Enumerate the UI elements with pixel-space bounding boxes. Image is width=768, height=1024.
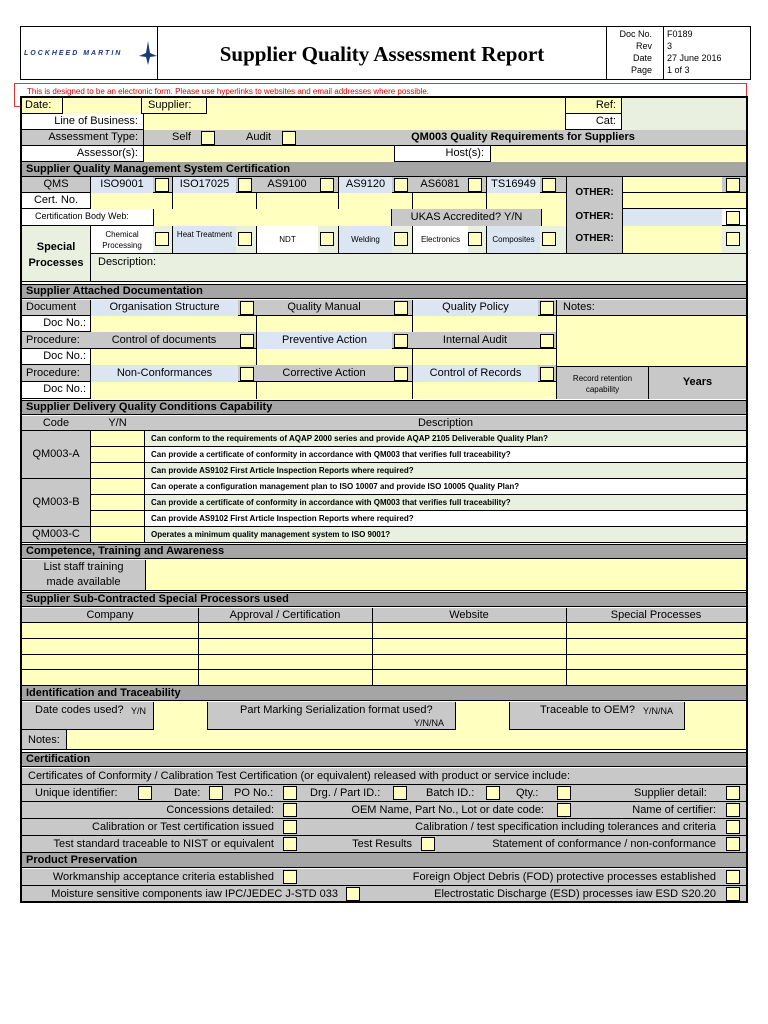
quality-manual-checkbox[interactable] <box>394 301 408 315</box>
col-website: Website <box>449 610 489 621</box>
cert-no-field-4[interactable] <box>338 193 412 209</box>
qm003-title: QM003 Quality Requirements for Suppliers <box>411 132 635 143</box>
audit-label: Audit <box>246 132 272 143</box>
docno-field-2c[interactable] <box>412 349 556 365</box>
cert-iso9001: ISO9001 <box>90 177 153 193</box>
workmanship-checkbox[interactable] <box>283 870 297 884</box>
doc-organisation-structure: Organisation Structure <box>90 300 238 316</box>
calibration-spec-label: Calibration / test specification including tolerances and criteria <box>415 822 716 833</box>
cert-no-field-6[interactable] <box>486 193 566 209</box>
page-label: Page <box>630 66 652 75</box>
proc-corrective-action: Corrective Action <box>282 368 366 379</box>
cert-as6081: AS6081 <box>420 179 460 190</box>
doc-no-label: Doc No. <box>619 30 652 39</box>
esd-checkbox[interactable] <box>726 887 740 901</box>
cert-body-web-label: Certification Body Web: <box>35 212 129 221</box>
fod-checkbox[interactable] <box>726 870 740 884</box>
workmanship-label: Workmanship acceptance criteria established <box>52 872 274 883</box>
org-structure-checkbox[interactable] <box>240 301 254 315</box>
test-standard-label: Test standard traceable to NIST or equivalent <box>53 839 274 850</box>
procedure-label-2: Procedure: <box>26 368 80 379</box>
statement-conformance-label: Statement of conformance / non-conformance <box>492 839 716 850</box>
docno-label-3: Doc No.: <box>43 384 86 395</box>
unique-identifier-checkbox[interactable] <box>138 786 152 800</box>
sad-section-title: Supplier Attached Documentation <box>26 286 203 297</box>
iso9001-checkbox[interactable] <box>155 178 169 192</box>
corrective-action-checkbox[interactable] <box>394 367 408 381</box>
cert-no-field-1[interactable] <box>90 193 172 209</box>
cat-label: Cat: <box>595 116 616 127</box>
preventive-action-checkbox[interactable] <box>394 334 408 348</box>
assessment-type-label: Assessment Type: <box>48 132 138 143</box>
cert-section-title: Certification <box>26 754 91 765</box>
hosts-field[interactable] <box>490 146 746 162</box>
test-standard-checkbox[interactable] <box>283 837 297 851</box>
sdq-section-title: Supplier Delivery Quality Conditions Capability <box>26 402 273 413</box>
date-value: 27 June 2016 <box>667 54 722 63</box>
qty-label: Qty.: <box>516 788 539 799</box>
staff-training-label-2: made available <box>46 577 121 588</box>
document-label: Document <box>26 302 77 313</box>
page-value: 1 of 3 <box>667 66 690 75</box>
yn-field-1[interactable] <box>90 431 145 447</box>
cert-no-field-2[interactable] <box>172 193 256 209</box>
date-label: Date <box>632 54 652 63</box>
yn-field-3[interactable] <box>90 463 145 479</box>
cert-no-field-5[interactable] <box>412 193 486 209</box>
other-checkbox-1[interactable] <box>726 178 740 192</box>
oem-name-label: OEM Name, Part No., Lot or date code: <box>351 805 544 816</box>
proc-non-conformances: Non-Conformances <box>90 365 238 382</box>
sdq-item-3: Can provide AS9102 First Article Inspection Reports where required? <box>145 463 746 479</box>
traceable-oem-label: Traceable to OEM? <box>540 705 635 716</box>
sdq-item-1: Can conform to the requirements of AQAP 2000 series and provide AQAP 2105 Deliverable Quality Plan? <box>145 431 746 447</box>
unique-identifier-label: Unique identifier: <box>35 788 118 799</box>
proc-internal-audit: Internal Audit <box>442 335 508 346</box>
po-no-checkbox[interactable] <box>283 786 297 800</box>
traceable-oem-field[interactable] <box>684 702 746 730</box>
supplier-detail-label: Supplier detail: <box>634 788 707 799</box>
electronic-form-notice: This is designed to be an electronic form. Please use hyperlinks to websites and email addresses where possible. <box>27 88 429 96</box>
yn-field-5[interactable] <box>90 495 145 511</box>
sp-heat-treatment: Heat Treatment <box>172 226 236 253</box>
name-of-certifier-label: Name of certifier: <box>632 805 716 816</box>
hosts-label: Host(s): <box>445 148 484 159</box>
yn-field-4[interactable] <box>90 479 145 495</box>
calibration-spec-checkbox[interactable] <box>726 820 740 834</box>
test-results-label: Test Results <box>352 839 412 850</box>
ukas-field[interactable] <box>541 209 566 226</box>
batch-id-label: Batch ID.: <box>426 788 475 799</box>
quality-policy-checkbox[interactable] <box>540 301 554 315</box>
date-codes-yn: Y/N <box>131 707 147 716</box>
ndt-checkbox[interactable] <box>320 232 334 246</box>
other-checkbox-2[interactable] <box>726 211 740 225</box>
description-field[interactable] <box>160 254 746 282</box>
other-field-4[interactable] <box>622 226 722 253</box>
self-label: Self <box>172 132 191 143</box>
heat-treatment-checkbox[interactable] <box>238 232 252 246</box>
line-of-business-field[interactable] <box>143 114 566 130</box>
date-label: Date: <box>25 100 52 111</box>
part-marking-ynna: Y/N/NA <box>414 719 445 728</box>
idt-notes-label: Notes: <box>28 735 60 746</box>
control-docs-checkbox[interactable] <box>240 334 254 348</box>
test-results-checkbox[interactable] <box>421 837 435 851</box>
docno-field-2b[interactable] <box>256 349 412 365</box>
assessors-label: Assessor(s): <box>76 148 138 159</box>
calibration-issued-checkbox[interactable] <box>283 820 297 834</box>
company-logo: LOCKHEED MARTIN <box>24 50 123 57</box>
drg-part-id-checkbox[interactable] <box>393 786 407 800</box>
control-records-checkbox[interactable] <box>540 367 554 381</box>
sqms-section-title: Supplier Quality Management System Certification <box>26 164 291 175</box>
fod-label: Foreign Object Debris (FOD) protective processes established <box>412 872 716 883</box>
years-label: Years <box>648 366 746 399</box>
docno-field-3c[interactable] <box>412 382 556 399</box>
sp-chemical-processing: Chemical Processing <box>91 226 153 253</box>
cert-iso17025: ISO17025 <box>172 177 236 193</box>
ukas-label: UKAS Accredited? Y/N <box>391 209 541 226</box>
qty-checkbox[interactable] <box>557 786 571 800</box>
iso17025-checkbox[interactable] <box>238 178 252 192</box>
cert-no-label: Cert. No. <box>33 195 78 206</box>
docno-field-3b[interactable] <box>256 382 412 399</box>
staff-training-field[interactable] <box>145 560 746 591</box>
proc-control-of-records: Control of Records <box>412 365 538 382</box>
ref-field[interactable] <box>621 98 746 114</box>
pp-section-title: Product Preservation <box>26 855 138 866</box>
ref-label: Ref: <box>595 100 616 111</box>
concessions-checkbox[interactable] <box>283 803 297 817</box>
docno-label-2: Doc No.: <box>43 351 86 362</box>
sdq-item-6: Can provide AS9102 First Article Inspection Reports where required? <box>145 511 746 527</box>
as6081-checkbox[interactable] <box>468 178 482 192</box>
code-qm003-a: QM003-A <box>32 449 80 460</box>
composites-checkbox[interactable] <box>542 232 556 246</box>
sp-composites: Composites <box>486 226 540 253</box>
proc-preventive-action: Preventive Action <box>256 332 392 349</box>
proc-control-of-documents: Control of documents <box>111 335 217 346</box>
oem-name-checkbox[interactable] <box>557 803 571 817</box>
ts16949-checkbox[interactable] <box>542 178 556 192</box>
supplier-field[interactable] <box>206 98 566 114</box>
docno-field-3a[interactable] <box>90 382 256 399</box>
notes-label: Notes: <box>556 300 746 316</box>
yn-field-7[interactable] <box>90 527 145 543</box>
other-label-1: OTHER: <box>566 177 622 209</box>
yn-field-2[interactable] <box>90 447 145 463</box>
other-field-1[interactable] <box>622 177 722 193</box>
traceable-oem-ynna: Y/N/NA <box>643 707 674 716</box>
sdq-item-2: Can provide a certificate of conformity in accordance with QM003 that verifies full traceability? <box>145 447 746 463</box>
docno-field-1a[interactable] <box>90 316 256 332</box>
audit-checkbox[interactable] <box>282 131 296 145</box>
sp-ndt: NDT <box>256 226 318 253</box>
code-qm003-c: QM003-C <box>32 529 80 540</box>
sub-section-title: Supplier Sub-Contracted Special Processors used <box>26 594 289 605</box>
qms-label: QMS <box>43 179 69 190</box>
idt-notes-field[interactable] <box>66 730 746 750</box>
col-special-processes: Special Processes <box>610 610 702 621</box>
other-checkbox-3[interactable] <box>726 232 740 246</box>
supplier-label: Supplier: <box>148 100 192 111</box>
non-conformances-checkbox[interactable] <box>240 367 254 381</box>
supplier-detail-checkbox[interactable] <box>726 786 740 800</box>
cert-ts16949: TS16949 <box>486 177 540 193</box>
procedure-label-1: Procedure: <box>26 335 80 346</box>
statement-conformance-checkbox[interactable] <box>726 837 740 851</box>
other-label-2: OTHER: <box>566 209 622 226</box>
line-of-business-label: Line of Business: <box>54 116 138 127</box>
date-field[interactable] <box>62 98 142 114</box>
sdq-item-5: Can provide a certificate of conformity in accordance with QM003 that verifies full traceability? <box>145 495 746 511</box>
doc-quality-manual: Quality Manual <box>287 302 361 313</box>
yn-field-6[interactable] <box>90 511 145 527</box>
docno-field-1b[interactable] <box>256 316 412 332</box>
as9100-checkbox[interactable] <box>320 178 334 192</box>
yn-header: Y/N <box>108 418 127 429</box>
doc-quality-policy: Quality Policy <box>412 300 538 316</box>
po-no-label: PO No.: <box>234 788 274 799</box>
page-title: Supplier Quality Assessment Report <box>219 42 545 66</box>
name-of-certifier-checkbox[interactable] <box>726 803 740 817</box>
special-label: Special <box>36 242 76 253</box>
moisture-sensitive-checkbox[interactable] <box>346 887 360 901</box>
rev-label: Rev <box>635 42 652 51</box>
star-logo-icon <box>138 40 158 66</box>
notes-field[interactable] <box>556 316 746 366</box>
cert-intro: Certificates of Conformity / Calibration Test Certification (or equivalent) released with product or service include: <box>28 771 571 782</box>
concessions-label: Concessions detailed: <box>166 805 274 816</box>
rev-value: 3 <box>667 42 673 51</box>
date-codes-field[interactable] <box>153 702 208 730</box>
date-codes-label: Date codes used? <box>35 705 124 716</box>
sdq-item-4: Can operate a configuration management plan to ISO 10007 and provide ISO 10005 Quality Plan? <box>145 479 746 495</box>
other-field-3[interactable] <box>622 209 722 226</box>
esd-label: Electrostatic Discharge (ESD) processes iaw ESD S20.20 <box>434 889 716 900</box>
description-label: Description: <box>98 257 157 268</box>
cert-no-field-3[interactable] <box>256 193 338 209</box>
assessors-field[interactable] <box>143 146 395 162</box>
electronics-checkbox[interactable] <box>468 232 482 246</box>
col-company: Company <box>86 610 134 621</box>
sdq-item-7: Operates a minimum quality management system to ISO 9001? <box>145 527 746 543</box>
cta-section-title: Competence, Training and Awareness <box>26 546 225 557</box>
other-label-3: OTHER: <box>566 226 622 253</box>
cert-as9100: AS9100 <box>267 179 307 190</box>
code-qm003-b: QM003-B <box>32 497 80 508</box>
docno-field-1c[interactable] <box>412 316 556 332</box>
record-retention-label: Record retention capability <box>556 366 648 399</box>
docno-field-2a[interactable] <box>90 349 256 365</box>
part-marking-field[interactable] <box>455 702 510 730</box>
cert-date-checkbox[interactable] <box>209 786 223 800</box>
idt-section-title: Identification and Traceability <box>26 688 181 699</box>
self-checkbox[interactable] <box>201 131 215 145</box>
processes-label: Processes <box>28 258 84 269</box>
drg-part-id-label: Drg. / Part ID.: <box>310 788 381 799</box>
welding-checkbox[interactable] <box>394 232 408 246</box>
cat-field[interactable] <box>621 114 746 130</box>
other-field-2[interactable] <box>622 193 746 209</box>
staff-training-label-1: List staff training <box>43 562 124 573</box>
doc-no-value: F0189 <box>667 30 693 39</box>
sp-welding: Welding <box>338 226 392 253</box>
docno-label-1: Doc No.: <box>43 318 86 329</box>
cert-body-web-field[interactable] <box>153 209 391 226</box>
part-marking-label: Part Marking Serialization format used? <box>240 705 433 716</box>
internal-audit-checkbox[interactable] <box>540 334 554 348</box>
as9120-checkbox[interactable] <box>394 178 408 192</box>
cert-as9120: AS9120 <box>338 177 392 193</box>
cert-date-label: Date: <box>174 788 201 799</box>
col-approval: Approval / Certification <box>229 610 341 621</box>
code-header: Code <box>42 418 70 429</box>
batch-id-checkbox[interactable] <box>486 786 500 800</box>
calibration-issued-label: Calibration or Test certification issued <box>92 822 274 833</box>
description-header: Description <box>417 418 474 429</box>
moisture-sensitive-label: Moisture sensitive components iaw IPC/JEDEC J-STD 033 <box>51 889 338 900</box>
sp-electronics: Electronics <box>412 226 468 253</box>
chemical-processing-checkbox[interactable] <box>155 232 169 246</box>
